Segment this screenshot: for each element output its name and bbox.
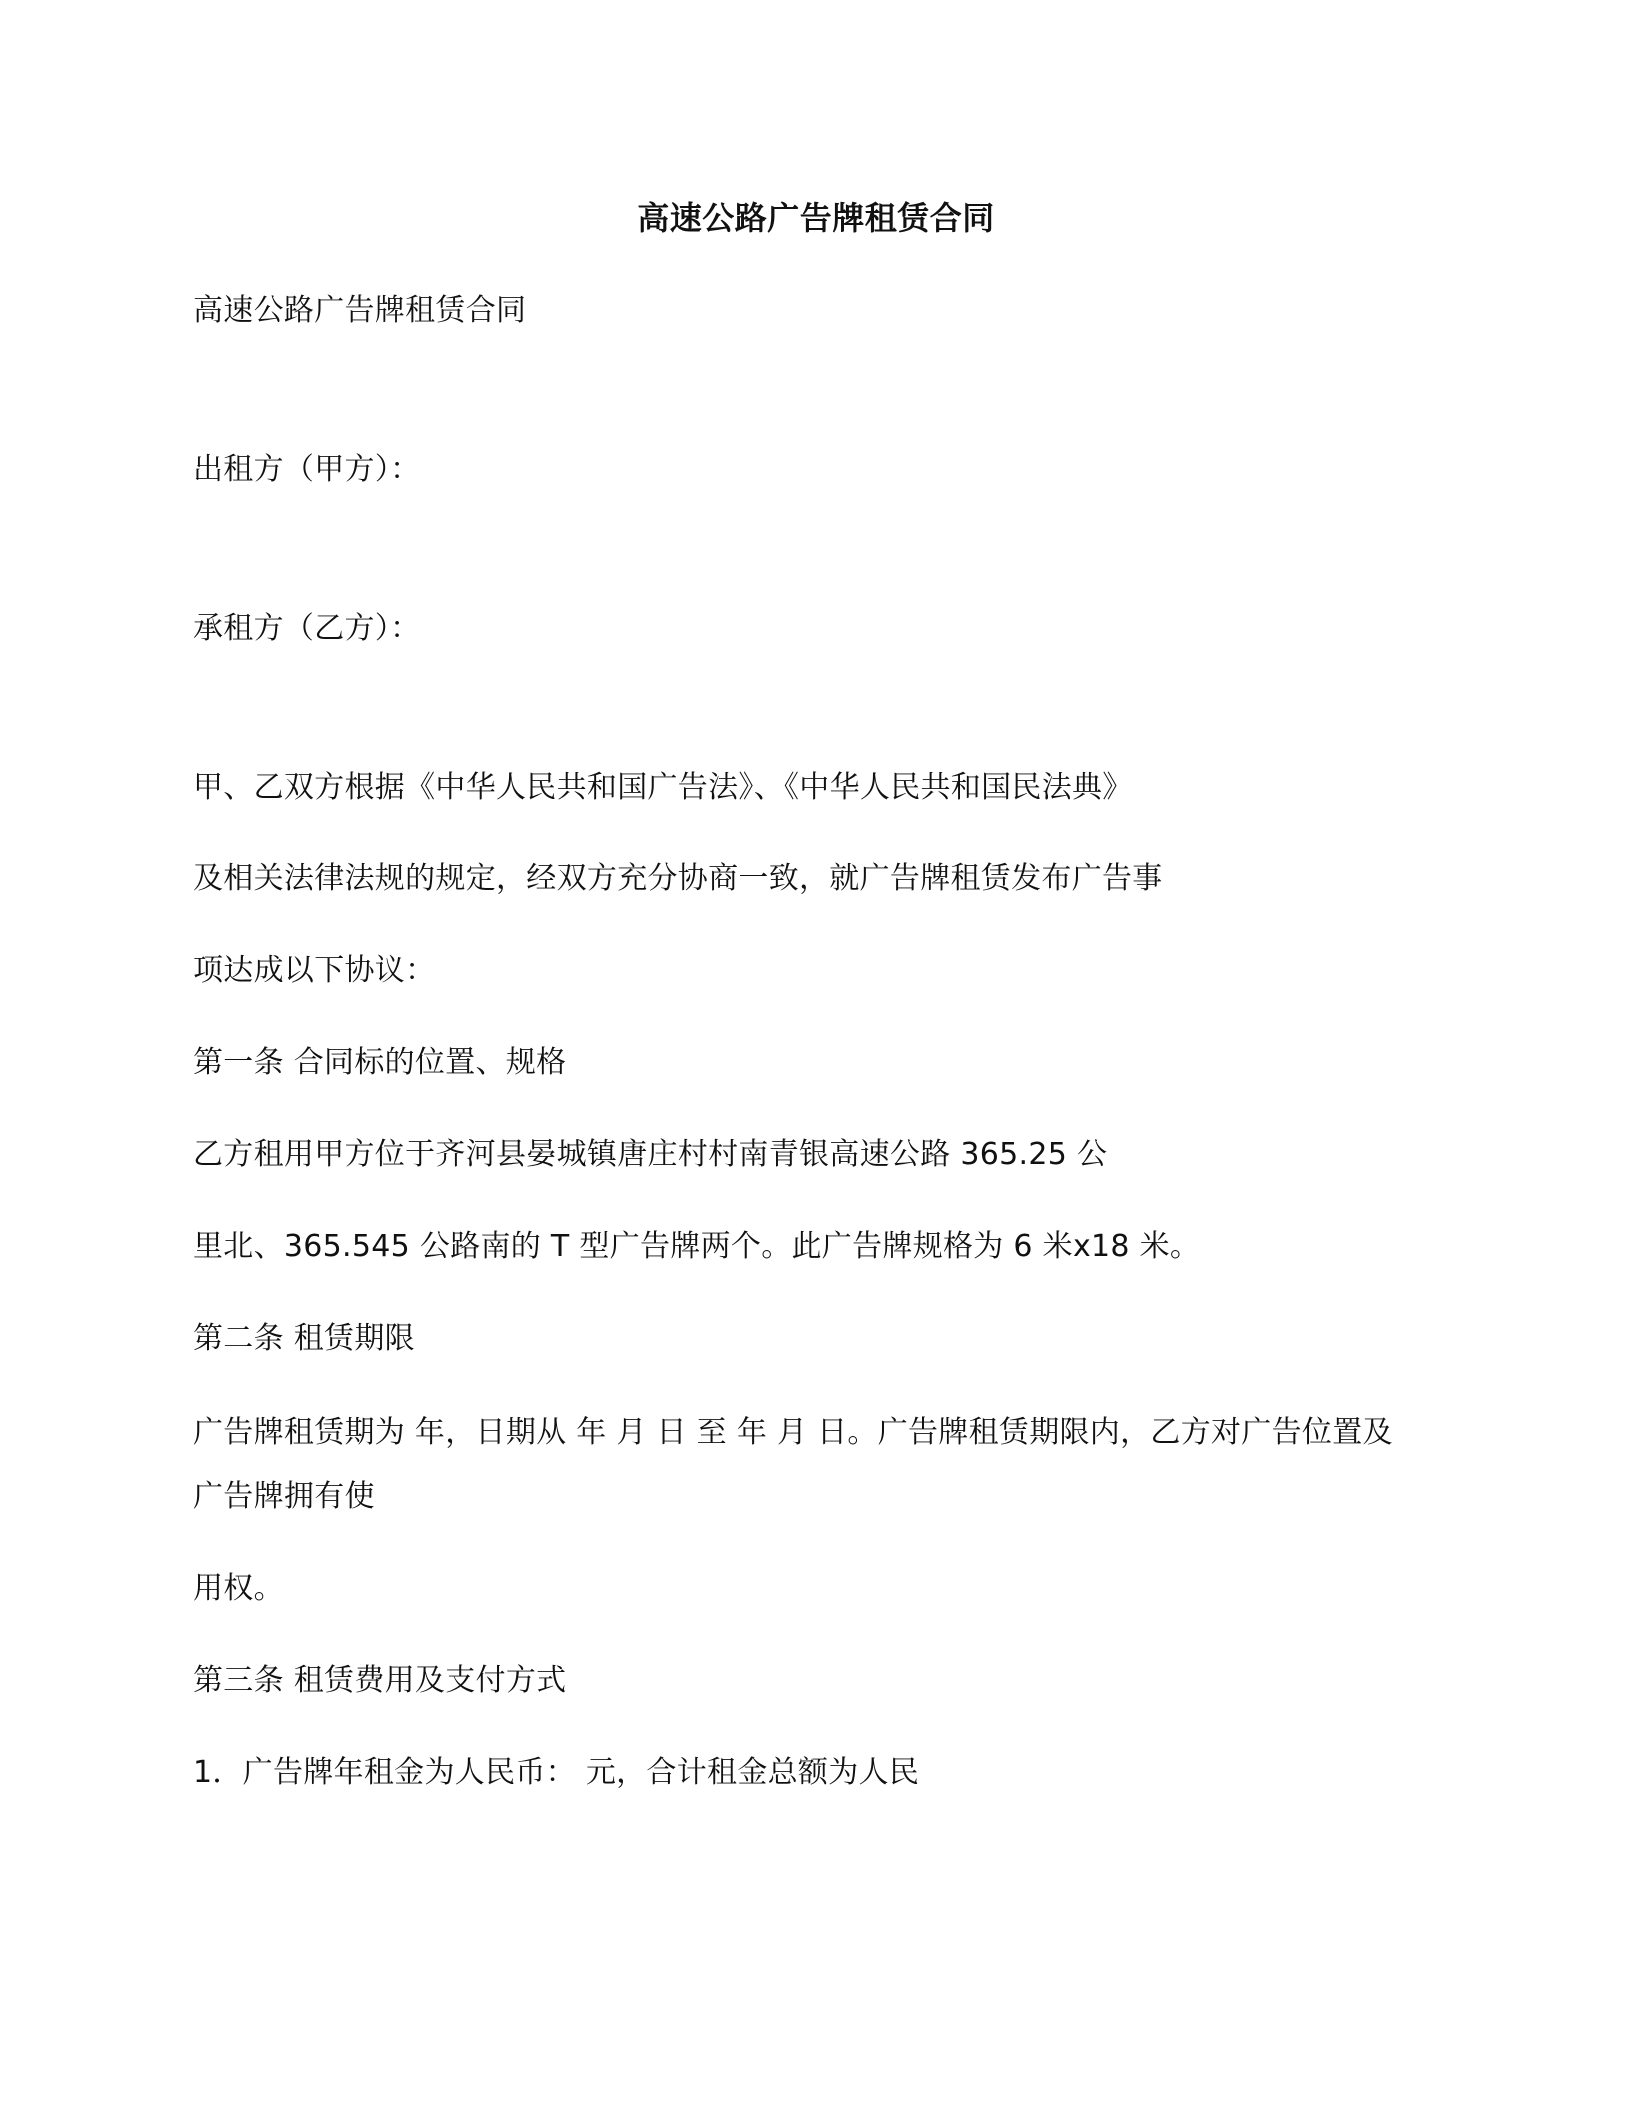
article1-line: 乙方租用甲方位于齐河县晏城镇唐庄村村南青银高速公路 365.25 公 (193, 1137, 1108, 1172)
article3-line: 1．广告牌年租金为人民币： 元，合计租金总额为人民 (193, 1755, 920, 1790)
article2-line: 用权。 (193, 1571, 284, 1606)
preamble-line: 及相关法律法规的规定，经双方充分协商一致，就广告牌租赁发布广告事 (193, 861, 1163, 896)
lessee-label: 承租方（乙方）： (193, 611, 421, 646)
lessor-label: 出租方（甲方）： (193, 452, 421, 487)
preamble-line: 甲、乙双方根据《中华人民共和国广告法》、《中华人民共和国民法典》 (193, 770, 1133, 805)
article2-line: 广告牌租赁期为 年，日期从 年 月 日 至 年 月 日。广告牌租赁期限内，乙方对广告位置及 (193, 1415, 1393, 1450)
article1-line: 里北、365.545 公路南的 T 型广告牌两个。此广告牌规格为 6 米x18 米。 (193, 1229, 1201, 1264)
article2-heading: 第二条 租赁期限 (193, 1321, 415, 1356)
article3-heading: 第三条 租赁费用及支付方式 (193, 1663, 567, 1698)
document-subtitle: 高速公路广告牌租赁合同 (193, 293, 527, 328)
article1-heading: 第一条 合同标的位置、规格 (193, 1045, 567, 1080)
article2-line: 广告牌拥有使 (193, 1479, 375, 1514)
document-title: 高速公路广告牌租赁合同 (637, 199, 995, 237)
preamble-line: 项达成以下协议： (193, 953, 436, 988)
